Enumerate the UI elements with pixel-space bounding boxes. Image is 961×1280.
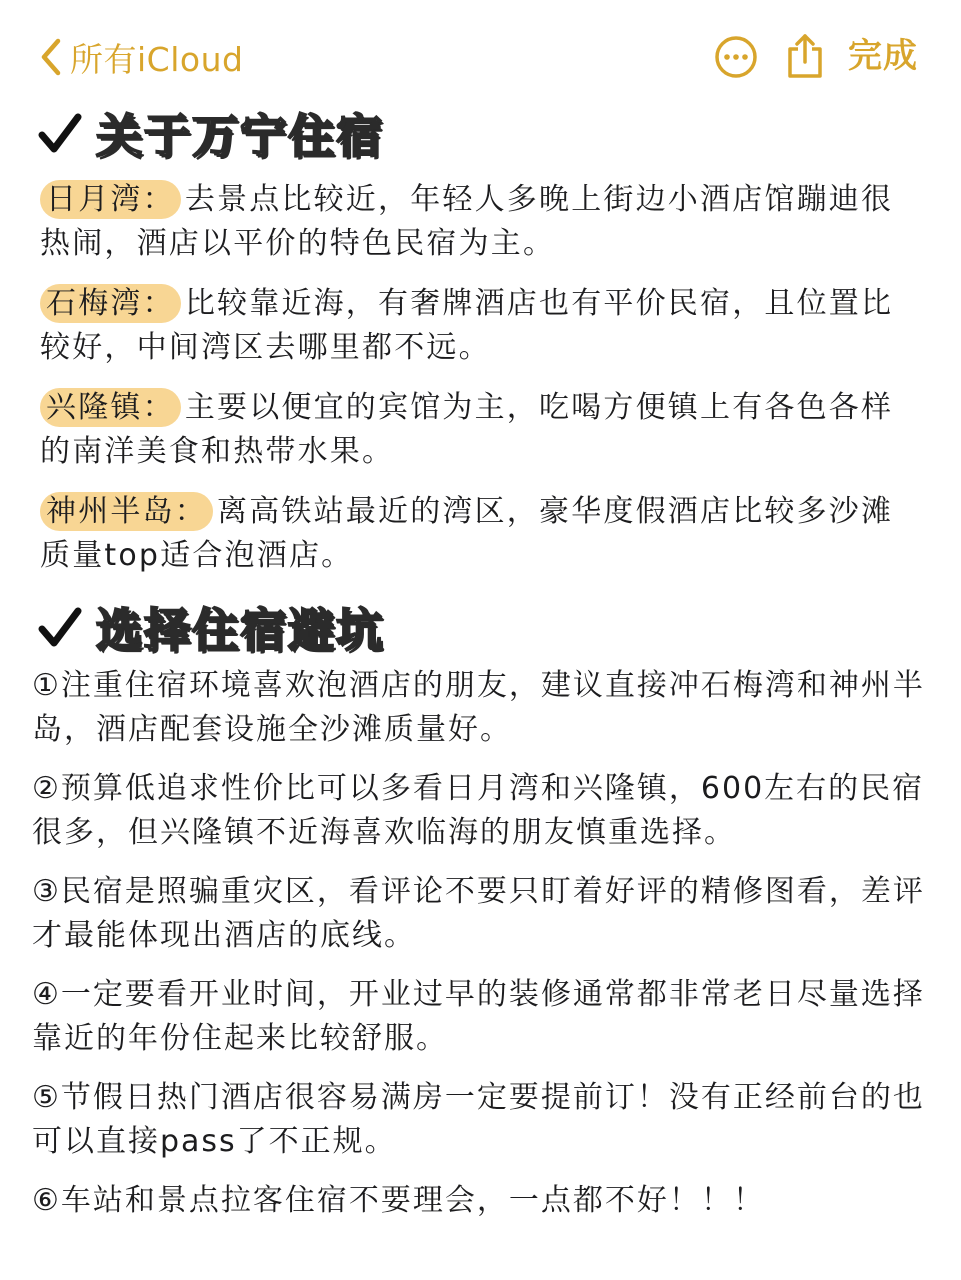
tip-item: ②预算低追求性价比可以多看日月湾和兴隆镇，600左右的民宿很多，但兴隆镇不近海喜欢临海的朋友慎重选择。 xyxy=(32,771,925,850)
area-description: 比较靠近海，有奢牌酒店也有平价民宿，且位置比较好，中间湾区去哪里都不远。 xyxy=(40,286,894,365)
list-item xyxy=(40,490,925,578)
section-title: 关于万宁住宿 xyxy=(96,109,384,163)
checkmark-icon xyxy=(38,111,82,155)
checkmark-icon xyxy=(38,605,82,649)
list-item xyxy=(40,178,925,266)
ellipsis-circle-icon[interactable] xyxy=(714,35,758,79)
area-description: 主要以便宜的宾馆为主，吃喝方便镇上有各色各样的南洋美食和热带水果。 xyxy=(40,390,894,469)
tips-list xyxy=(0,660,961,1223)
area-tag: 石梅湾： xyxy=(40,284,181,323)
section-heading-accommodation xyxy=(38,100,961,166)
area-tag: 日月湾： xyxy=(40,180,181,219)
note-body[interactable] xyxy=(0,100,961,1238)
list-item xyxy=(40,282,925,370)
tip-item: ⑥车站和景点拉客住宿不要理会，一点都不好！！！ xyxy=(32,1183,765,1218)
chevron-left-icon xyxy=(36,35,66,79)
tip-item: ①注重住宿环境喜欢泡酒店的朋友，建议直接冲石梅湾和神州半岛，酒店配套设施全沙滩质量好。 xyxy=(32,668,925,747)
area-tag: 神州半岛： xyxy=(40,492,213,531)
back-button[interactable] xyxy=(36,32,243,82)
done-button[interactable]: 完成 xyxy=(848,36,918,76)
area-description: 离高铁站最近的湾区，豪华度假酒店比较多沙滩质量top适合泡酒店。 xyxy=(40,494,894,573)
area-list xyxy=(0,166,961,578)
area-tag: 兴隆镇： xyxy=(40,388,181,427)
back-label: 所有iCloud xyxy=(70,39,244,79)
list-item xyxy=(40,386,925,474)
section-heading-tips xyxy=(38,594,961,660)
tip-item: ⑤节假日热门酒店很容易满房一定要提前订！没有正经前台的也可以直接pass了不正规。 xyxy=(32,1080,925,1159)
tip-item: ③民宿是照骗重灾区，看评论不要只盯着好评的精修图看，差评才最能体现出酒店的底线。 xyxy=(32,874,925,953)
navigation-bar xyxy=(0,0,961,110)
area-description: 去景点比较近，年轻人多晚上街边小酒店馆蹦迪很热闹，酒店以平价的特色民宿为主。 xyxy=(40,182,894,261)
tip-item: ④一定要看开业时间，开业过早的装修通常都非常老日尽量选择靠近的年份住起来比较舒服。 xyxy=(32,977,925,1056)
section-title: 选择住宿避坑 xyxy=(96,603,384,657)
share-icon[interactable] xyxy=(785,32,825,80)
